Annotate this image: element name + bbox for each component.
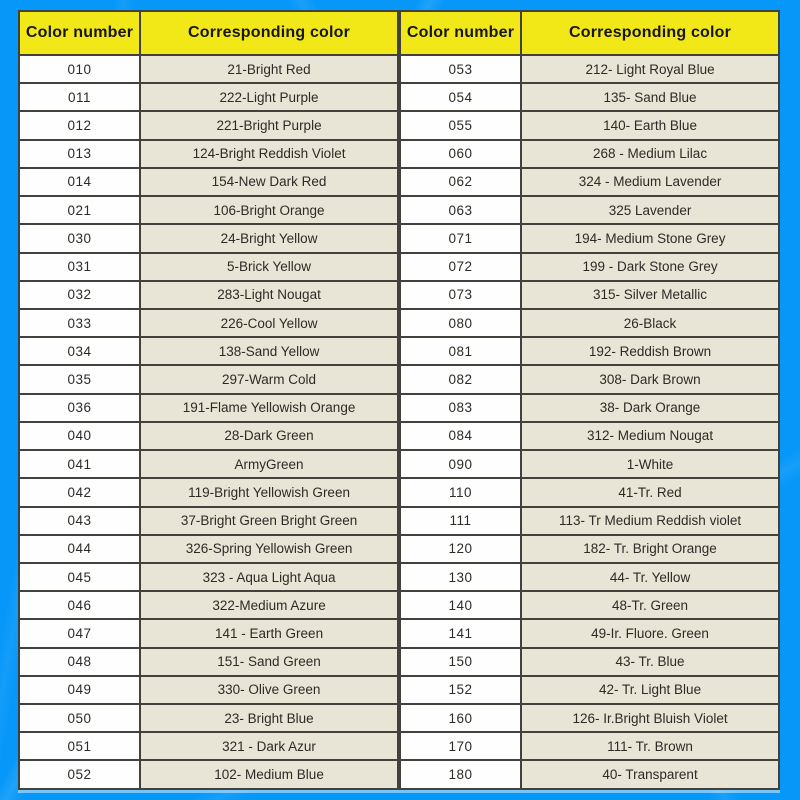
color-number-cell: 130 bbox=[400, 563, 521, 591]
header-color-number: Color number bbox=[400, 11, 521, 55]
corresponding-color-cell: 28-Dark Green bbox=[140, 422, 398, 450]
table-row bbox=[400, 55, 779, 83]
table-row bbox=[400, 365, 779, 393]
corresponding-color-cell: 212- Light Royal Blue bbox=[521, 55, 779, 83]
corresponding-color-cell: 111- Tr. Brown bbox=[521, 732, 779, 760]
color-number-cell: 031 bbox=[19, 253, 140, 281]
color-conversion-chart bbox=[18, 10, 780, 790]
table-row bbox=[400, 619, 779, 647]
color-number-cell: 141 bbox=[400, 619, 521, 647]
color-number-cell: 044 bbox=[19, 535, 140, 563]
table-row bbox=[19, 337, 398, 365]
corresponding-color-cell: 324 - Medium Lavender bbox=[521, 168, 779, 196]
color-number-cell: 051 bbox=[19, 732, 140, 760]
table-row bbox=[19, 168, 398, 196]
corresponding-color-cell: 308- Dark Brown bbox=[521, 365, 779, 393]
corresponding-color-cell: 151- Sand Green bbox=[140, 648, 398, 676]
color-number-cell: 043 bbox=[19, 507, 140, 535]
color-number-cell: 160 bbox=[400, 704, 521, 732]
table-row bbox=[19, 732, 398, 760]
corresponding-color-cell: 24-Bright Yellow bbox=[140, 224, 398, 252]
corresponding-color-cell: 40- Transparent bbox=[521, 760, 779, 789]
corresponding-color-cell: 323 - Aqua Light Aqua bbox=[140, 563, 398, 591]
corresponding-color-cell: 315- Silver Metallic bbox=[521, 281, 779, 309]
color-number-cell: 034 bbox=[19, 337, 140, 365]
table-row bbox=[19, 422, 398, 450]
color-number-cell: 010 bbox=[19, 55, 140, 83]
corresponding-color-cell: 222-Light Purple bbox=[140, 83, 398, 111]
color-number-cell: 110 bbox=[400, 478, 521, 506]
color-number-cell: 080 bbox=[400, 309, 521, 337]
corresponding-color-cell: 126- Ir.Bright Bluish Violet bbox=[521, 704, 779, 732]
table-row bbox=[19, 196, 398, 224]
color-number-cell: 063 bbox=[400, 196, 521, 224]
color-number-cell: 042 bbox=[19, 478, 140, 506]
table-row bbox=[19, 253, 398, 281]
color-number-cell: 021 bbox=[19, 196, 140, 224]
header-corresponding-color: Corresponding color bbox=[521, 11, 779, 55]
table-row bbox=[400, 224, 779, 252]
color-number-cell: 030 bbox=[19, 224, 140, 252]
color-number-cell: 012 bbox=[19, 111, 140, 139]
table-row bbox=[400, 111, 779, 139]
table-row bbox=[400, 535, 779, 563]
corresponding-color-cell: 106-Bright Orange bbox=[140, 196, 398, 224]
corresponding-color-cell: 38- Dark Orange bbox=[521, 394, 779, 422]
corresponding-color-cell: 192- Reddish Brown bbox=[521, 337, 779, 365]
color-number-cell: 084 bbox=[400, 422, 521, 450]
color-number-cell: 090 bbox=[400, 450, 521, 478]
corresponding-color-cell: 113- Tr Medium Reddish violet bbox=[521, 507, 779, 535]
color-number-cell: 083 bbox=[400, 394, 521, 422]
color-number-cell: 120 bbox=[400, 535, 521, 563]
color-number-cell: 011 bbox=[19, 83, 140, 111]
corresponding-color-cell: 322-Medium Azure bbox=[140, 591, 398, 619]
table-row bbox=[19, 648, 398, 676]
table-row bbox=[19, 365, 398, 393]
color-number-cell: 040 bbox=[19, 422, 140, 450]
color-number-cell: 082 bbox=[400, 365, 521, 393]
color-number-cell: 033 bbox=[19, 309, 140, 337]
color-number-cell: 170 bbox=[400, 732, 521, 760]
corresponding-color-cell: 191-Flame Yellowish Orange bbox=[140, 394, 398, 422]
color-number-cell: 046 bbox=[19, 591, 140, 619]
color-table-right bbox=[399, 10, 780, 790]
color-number-cell: 071 bbox=[400, 224, 521, 252]
table-row bbox=[19, 55, 398, 83]
table-row bbox=[19, 83, 398, 111]
corresponding-color-cell: 102- Medium Blue bbox=[140, 760, 398, 789]
color-number-cell: 111 bbox=[400, 507, 521, 535]
color-number-cell: 062 bbox=[400, 168, 521, 196]
corresponding-color-cell: 221-Bright Purple bbox=[140, 111, 398, 139]
color-table-left bbox=[18, 10, 399, 790]
table-row bbox=[19, 140, 398, 168]
corresponding-color-cell: 326-Spring Yellowish Green bbox=[140, 535, 398, 563]
table-row bbox=[400, 591, 779, 619]
table-row bbox=[400, 253, 779, 281]
corresponding-color-cell: 49-Ir. Fluore. Green bbox=[521, 619, 779, 647]
color-number-cell: 013 bbox=[19, 140, 140, 168]
corresponding-color-cell: 141 - Earth Green bbox=[140, 619, 398, 647]
table-row bbox=[400, 196, 779, 224]
color-number-cell: 049 bbox=[19, 676, 140, 704]
table-row bbox=[400, 337, 779, 365]
table-row bbox=[400, 450, 779, 478]
corresponding-color-cell: 182- Tr. Bright Orange bbox=[521, 535, 779, 563]
table-row bbox=[19, 507, 398, 535]
corresponding-color-cell: ArmyGreen bbox=[140, 450, 398, 478]
left-table-header bbox=[19, 11, 398, 55]
color-number-cell: 047 bbox=[19, 619, 140, 647]
header-row bbox=[400, 11, 779, 55]
color-number-cell: 048 bbox=[19, 648, 140, 676]
right-table-header bbox=[400, 11, 779, 55]
corresponding-color-cell: 330- Olive Green bbox=[140, 676, 398, 704]
table-row bbox=[19, 478, 398, 506]
corresponding-color-cell: 199 - Dark Stone Grey bbox=[521, 253, 779, 281]
table-row bbox=[19, 591, 398, 619]
color-number-cell: 152 bbox=[400, 676, 521, 704]
table-row bbox=[400, 394, 779, 422]
table-row bbox=[400, 309, 779, 337]
corresponding-color-cell: 124-Bright Reddish Violet bbox=[140, 140, 398, 168]
header-corresponding-color: Corresponding color bbox=[140, 11, 398, 55]
corresponding-color-cell: 44- Tr. Yellow bbox=[521, 563, 779, 591]
color-number-cell: 072 bbox=[400, 253, 521, 281]
table-row bbox=[400, 704, 779, 732]
table-row bbox=[19, 760, 398, 789]
corresponding-color-cell: 23- Bright Blue bbox=[140, 704, 398, 732]
corresponding-color-cell: 321 - Dark Azur bbox=[140, 732, 398, 760]
corresponding-color-cell: 312- Medium Nougat bbox=[521, 422, 779, 450]
table-row bbox=[400, 168, 779, 196]
corresponding-color-cell: 297-Warm Cold bbox=[140, 365, 398, 393]
corresponding-color-cell: 135- Sand Blue bbox=[521, 83, 779, 111]
color-number-cell: 014 bbox=[19, 168, 140, 196]
corresponding-color-cell: 268 - Medium Lilac bbox=[521, 140, 779, 168]
table-row bbox=[400, 83, 779, 111]
table-row bbox=[19, 309, 398, 337]
color-number-cell: 052 bbox=[19, 760, 140, 789]
table-row bbox=[19, 676, 398, 704]
table-row bbox=[19, 704, 398, 732]
corresponding-color-cell: 48-Tr. Green bbox=[521, 591, 779, 619]
table-row bbox=[400, 676, 779, 704]
corresponding-color-cell: 41-Tr. Red bbox=[521, 478, 779, 506]
table-row bbox=[19, 224, 398, 252]
color-number-cell: 073 bbox=[400, 281, 521, 309]
corresponding-color-cell: 140- Earth Blue bbox=[521, 111, 779, 139]
color-number-cell: 054 bbox=[400, 83, 521, 111]
table-row bbox=[400, 281, 779, 309]
color-number-cell: 032 bbox=[19, 281, 140, 309]
table-row bbox=[19, 563, 398, 591]
color-number-cell: 081 bbox=[400, 337, 521, 365]
color-number-cell: 045 bbox=[19, 563, 140, 591]
corresponding-color-cell: 138-Sand Yellow bbox=[140, 337, 398, 365]
color-number-cell: 053 bbox=[400, 55, 521, 83]
table-row bbox=[400, 732, 779, 760]
corresponding-color-cell: 5-Brick Yellow bbox=[140, 253, 398, 281]
color-number-cell: 035 bbox=[19, 365, 140, 393]
table-row bbox=[400, 478, 779, 506]
left-table-body bbox=[19, 55, 398, 789]
corresponding-color-cell: 42- Tr. Light Blue bbox=[521, 676, 779, 704]
corresponding-color-cell: 325 Lavender bbox=[521, 196, 779, 224]
color-number-cell: 140 bbox=[400, 591, 521, 619]
corresponding-color-cell: 119-Bright Yellowish Green bbox=[140, 478, 398, 506]
color-number-cell: 180 bbox=[400, 760, 521, 789]
table-row bbox=[400, 140, 779, 168]
color-number-cell: 050 bbox=[19, 704, 140, 732]
table-row bbox=[400, 563, 779, 591]
corresponding-color-cell: 154-New Dark Red bbox=[140, 168, 398, 196]
table-row bbox=[19, 535, 398, 563]
corresponding-color-cell: 226-Cool Yellow bbox=[140, 309, 398, 337]
corresponding-color-cell: 43- Tr. Blue bbox=[521, 648, 779, 676]
corresponding-color-cell: 283-Light Nougat bbox=[140, 281, 398, 309]
right-table-body bbox=[400, 55, 779, 789]
color-number-cell: 060 bbox=[400, 140, 521, 168]
header-color-number: Color number bbox=[19, 11, 140, 55]
table-row bbox=[400, 648, 779, 676]
color-number-cell: 041 bbox=[19, 450, 140, 478]
corresponding-color-cell: 194- Medium Stone Grey bbox=[521, 224, 779, 252]
corresponding-color-cell: 26-Black bbox=[521, 309, 779, 337]
color-number-cell: 036 bbox=[19, 394, 140, 422]
corresponding-color-cell: 21-Bright Red bbox=[140, 55, 398, 83]
table-row bbox=[400, 422, 779, 450]
table-row bbox=[19, 281, 398, 309]
table-row bbox=[19, 111, 398, 139]
table-row bbox=[400, 760, 779, 789]
color-number-cell: 150 bbox=[400, 648, 521, 676]
table-row bbox=[400, 507, 779, 535]
corresponding-color-cell: 1-White bbox=[521, 450, 779, 478]
table-row bbox=[19, 394, 398, 422]
table-row bbox=[19, 450, 398, 478]
color-number-cell: 055 bbox=[400, 111, 521, 139]
table-row bbox=[19, 619, 398, 647]
corresponding-color-cell: 37-Bright Green Bright Green bbox=[140, 507, 398, 535]
header-row bbox=[19, 11, 398, 55]
